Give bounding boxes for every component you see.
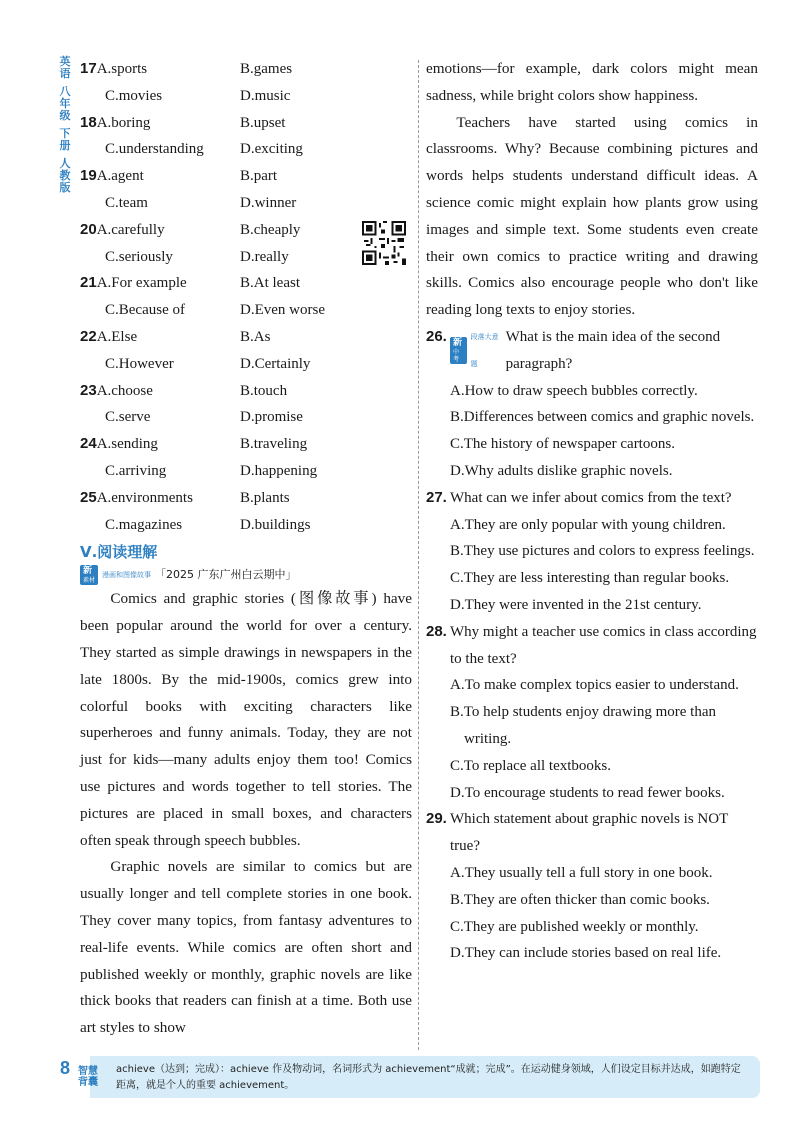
option-c: C.They are published weekly or monthly. bbox=[450, 918, 699, 935]
badge-tail: 段落大意题 bbox=[470, 332, 499, 368]
passage-paragraph-3: Teachers have started using comics in classrooms. Why? Because combining pictures and words helps students understand difficult ideas. A science comic might explain how plants grow using images and simple text. Some students even create their own comics to practice writing and drawing skills. Comics also encourage people who don't like reading long texts to enjoy stories. bbox=[426, 113, 758, 319]
option-c: C.They are less interesting than regular books. bbox=[450, 570, 730, 587]
option-b: B.At least bbox=[240, 275, 300, 292]
passage-paragraph-2: Graphic novels are similar to comics but are usually longer and tell complete stories in one book. They cover many topics, from fantasy adventures to real-life events. While comics are often short and published weekly or monthly, graphic novels are like thick books that readers can finish at a time. Both use art styles to show bbox=[80, 858, 412, 1037]
option-b: B.plants bbox=[240, 489, 290, 506]
subject-label: 英语 bbox=[59, 55, 71, 80]
question-27 bbox=[426, 485, 758, 619]
cloze-question-24 bbox=[80, 431, 412, 485]
option-c: C.movies bbox=[105, 87, 163, 104]
option-d: D.buildings bbox=[240, 516, 311, 533]
question-number: 20 bbox=[80, 220, 97, 238]
cloze-question-25 bbox=[80, 485, 412, 539]
option-a: 24A.sending bbox=[80, 435, 158, 453]
option-b: B.cheaply bbox=[240, 221, 301, 238]
side-label bbox=[55, 56, 75, 200]
option-d: D.music bbox=[240, 87, 291, 104]
question-26 bbox=[426, 324, 758, 485]
source-row bbox=[80, 564, 412, 586]
option-c: C.serve bbox=[105, 409, 151, 426]
question-28 bbox=[426, 619, 758, 807]
question-number: 23 bbox=[80, 381, 97, 399]
question-number: 27. bbox=[426, 488, 447, 506]
question-stem: Why might a teacher use comics in class according to the text? bbox=[450, 623, 757, 667]
page-number: 8 bbox=[60, 1058, 71, 1078]
option-d: D.happening bbox=[240, 462, 318, 479]
option-c: C.team bbox=[105, 194, 148, 211]
option-d: D.They can include stories based on real life. bbox=[450, 945, 722, 962]
new-material-badge: 新 素材 bbox=[80, 565, 98, 585]
qr-code-icon[interactable] bbox=[362, 221, 406, 265]
option-b: B.traveling bbox=[240, 436, 308, 453]
cloze-question-17 bbox=[80, 56, 412, 110]
footer-tip bbox=[60, 1056, 760, 1100]
option-c: C.magazines bbox=[105, 516, 183, 533]
question-number: 24 bbox=[80, 435, 97, 453]
option-a: 20A.carefully bbox=[80, 220, 165, 238]
option-c: C.To replace all textbooks. bbox=[450, 757, 611, 774]
question-29 bbox=[426, 806, 758, 967]
option-b: B.They use pictures and colors to express feelings. bbox=[450, 543, 755, 560]
option-c: C.The history of newspaper cartoons. bbox=[450, 436, 675, 453]
option-c: C.seriously bbox=[105, 248, 173, 265]
question-stem: What can we infer about comics from the text? bbox=[450, 489, 732, 506]
option-d: D.They were invented in the 21st century. bbox=[450, 596, 702, 613]
option-c: C.However bbox=[105, 355, 174, 372]
option-b: B.upset bbox=[240, 114, 286, 131]
section-title: Ⅴ.阅读理解 bbox=[80, 543, 158, 562]
option-a: 19A.agent bbox=[80, 167, 144, 185]
option-a: A.To make complex topics easier to understand. bbox=[450, 677, 739, 694]
cloze-question-19 bbox=[80, 163, 412, 217]
cloze-question-18 bbox=[80, 110, 412, 164]
passage-paragraph-1: Comics and graphic stories (图像故事) have been popular around the world for over a century. They started as simple drawings in newspapers in the late 1800s. By the mid-1900s, comics grew into colorful books with exciting characters like superheroes and funny animals. Today, they are not just for kids—many adults enjoy them too! Comics use pictures and words together to tell stories. The pictures are placed in small boxes, and characters often speak through speech bubbles. bbox=[80, 590, 412, 849]
option-d: D.Why adults dislike graphic novels. bbox=[450, 462, 673, 479]
option-a: A.They are only popular with young children. bbox=[450, 516, 726, 533]
option-d: D.Certainly bbox=[240, 355, 311, 372]
option-a: A.They usually tell a full story in one book. bbox=[450, 864, 713, 881]
question-number: 19 bbox=[80, 167, 97, 185]
option-d: D.To encourage students to read fewer books. bbox=[450, 784, 725, 801]
option-a: 18A.boring bbox=[80, 113, 151, 131]
option-a: 17A.sports bbox=[80, 60, 148, 77]
option-a: 25A.environments bbox=[80, 488, 193, 506]
option-b: B.part bbox=[240, 168, 278, 185]
option-a: A.How to draw speech bubbles correctly. bbox=[450, 382, 698, 399]
option-b: B.games bbox=[240, 61, 293, 77]
question-number: 18 bbox=[80, 113, 97, 131]
question-number: 26. bbox=[426, 327, 447, 345]
option-a: 21A.For example bbox=[80, 274, 187, 292]
option-b: B.Differences between comics and graphic novels. bbox=[450, 409, 755, 426]
question-number: 21 bbox=[80, 274, 97, 292]
option-a: 22A.Else bbox=[80, 327, 138, 345]
footer-tag: 智慧背囊 bbox=[78, 1066, 98, 1088]
question-stem: Which statement about graphic novels is NOT true? bbox=[450, 811, 728, 855]
question-number: 29. bbox=[426, 810, 447, 828]
cloze-options bbox=[80, 56, 412, 538]
right-column bbox=[426, 56, 758, 967]
option-b: B.touch bbox=[240, 382, 288, 399]
option-c: C.Because of bbox=[105, 302, 185, 319]
cloze-question-23 bbox=[80, 378, 412, 432]
volume-label: 下册 bbox=[59, 127, 71, 152]
option-a: 23A.choose bbox=[80, 381, 153, 399]
badge-tail: 漫画和图像故事 bbox=[102, 571, 152, 580]
option-b: B.To help students enjoy drawing more than writing. bbox=[450, 704, 716, 747]
edition-label: 人教版 bbox=[59, 157, 71, 194]
cloze-question-21 bbox=[80, 270, 412, 324]
option-d: D.promise bbox=[240, 409, 303, 426]
option-d: D.really bbox=[240, 248, 289, 265]
footer-text: achieve（达到；完成）：achieve 作及物动词，名词形式为 achievement“成就；完成”。在运动健身领域，人们设定目标并达成，如跑特定距离，就是个人的重要 achievement。 bbox=[116, 1064, 741, 1091]
question-number: 17 bbox=[80, 60, 97, 77]
cloze-question-22 bbox=[80, 324, 412, 378]
option-d: D.Even worse bbox=[240, 302, 325, 319]
source-label: 「2025 广东广州白云期中」 bbox=[155, 568, 297, 582]
question-stem: What is the main idea of the second paragraph? bbox=[505, 328, 721, 372]
option-c: C.understanding bbox=[105, 141, 204, 158]
left-column bbox=[80, 56, 412, 1042]
option-b: B.As bbox=[240, 328, 271, 345]
passage-paragraph-2-continued: emotions—for example, dark colors might mean sadness, while bright colors show happiness. bbox=[426, 60, 758, 104]
question-number: 28. bbox=[426, 622, 447, 640]
option-d: D.exciting bbox=[240, 141, 303, 158]
option-d: D.winner bbox=[240, 194, 297, 211]
question-number: 22 bbox=[80, 327, 97, 345]
option-c: C.arriving bbox=[105, 462, 167, 479]
new-exam-badge: 新 中考 bbox=[450, 337, 467, 364]
grade-label: 八年级 bbox=[59, 85, 71, 122]
column-divider bbox=[418, 60, 419, 1050]
question-number: 25 bbox=[80, 488, 97, 506]
option-b: B.They are often thicker than comic books. bbox=[450, 891, 710, 908]
